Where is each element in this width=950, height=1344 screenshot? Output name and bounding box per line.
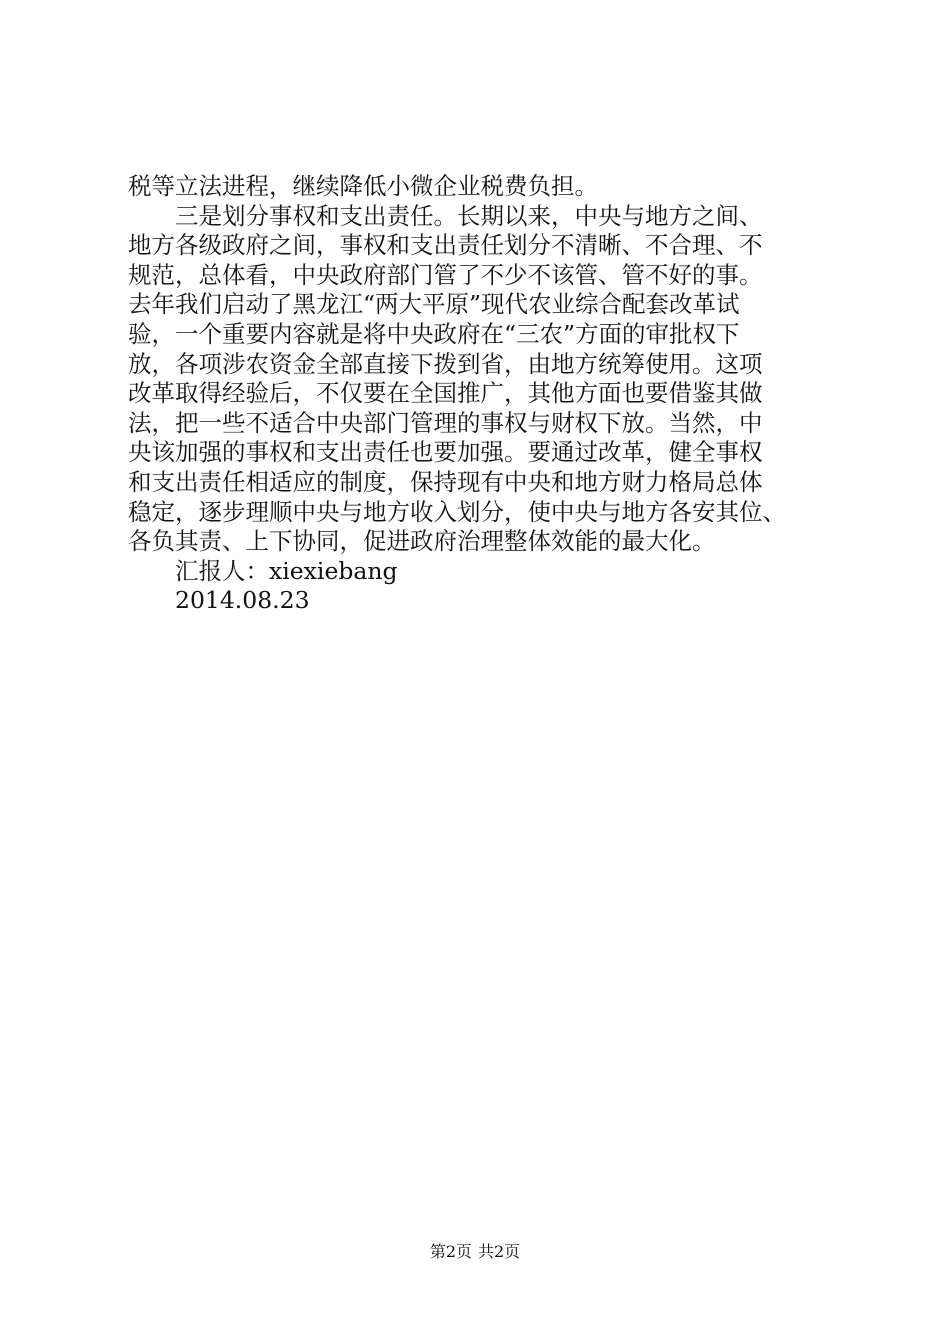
text-line: 税等立法进程，继续降低小微企业税费负担。	[128, 172, 598, 200]
text-line: 各负其责、上下协同，促进政府治理整体效能的最大化。	[128, 527, 716, 556]
page-footer	[0, 1242, 950, 1262]
page-total: 共2页	[478, 1242, 521, 1261]
text-line: 验，一个重要内容就是将中央政府在“三农”方面的审批权下	[128, 319, 740, 348]
text-line: 稳定，逐步理顺中央与地方收入划分，使中央与地方各安其位、	[128, 497, 786, 526]
reporter-line: 汇报人：xiexiebang	[175, 556, 398, 585]
text-line: 去年我们启动了黑龙江“两大平原”现代农业综合配套改革试	[128, 290, 740, 319]
text-line: 地方各级政府之间，事权和支出责任划分不清晰、不合理、不	[128, 231, 763, 260]
text-line: 改革取得经验后，不仅要在全国推广，其他方面也要借鉴其做	[128, 379, 763, 408]
text-line: 央该加强的事权和支出责任也要加强。要通过改革，健全事权	[128, 438, 763, 467]
text-line: 三是划分事权和支出责任。长期以来，中央与地方之间、	[175, 201, 763, 230]
date-line: 2014.08.23	[175, 586, 310, 615]
page-number: 第2页	[429, 1242, 472, 1261]
text-line: 法，把一些不适合中央部门管理的事权与财权下放。当然，中	[128, 408, 763, 437]
text-line: 和支出责任相适应的制度，保持现有中央和地方财力格局总体	[128, 467, 763, 496]
text-line: 放，各项涉农资金全部直接下拨到省，由地方统筹使用。这项	[128, 349, 763, 378]
body-text	[128, 172, 833, 616]
text-line: 规范，总体看，中央政府部门管了不少不该管、管不好的事。	[128, 260, 763, 289]
